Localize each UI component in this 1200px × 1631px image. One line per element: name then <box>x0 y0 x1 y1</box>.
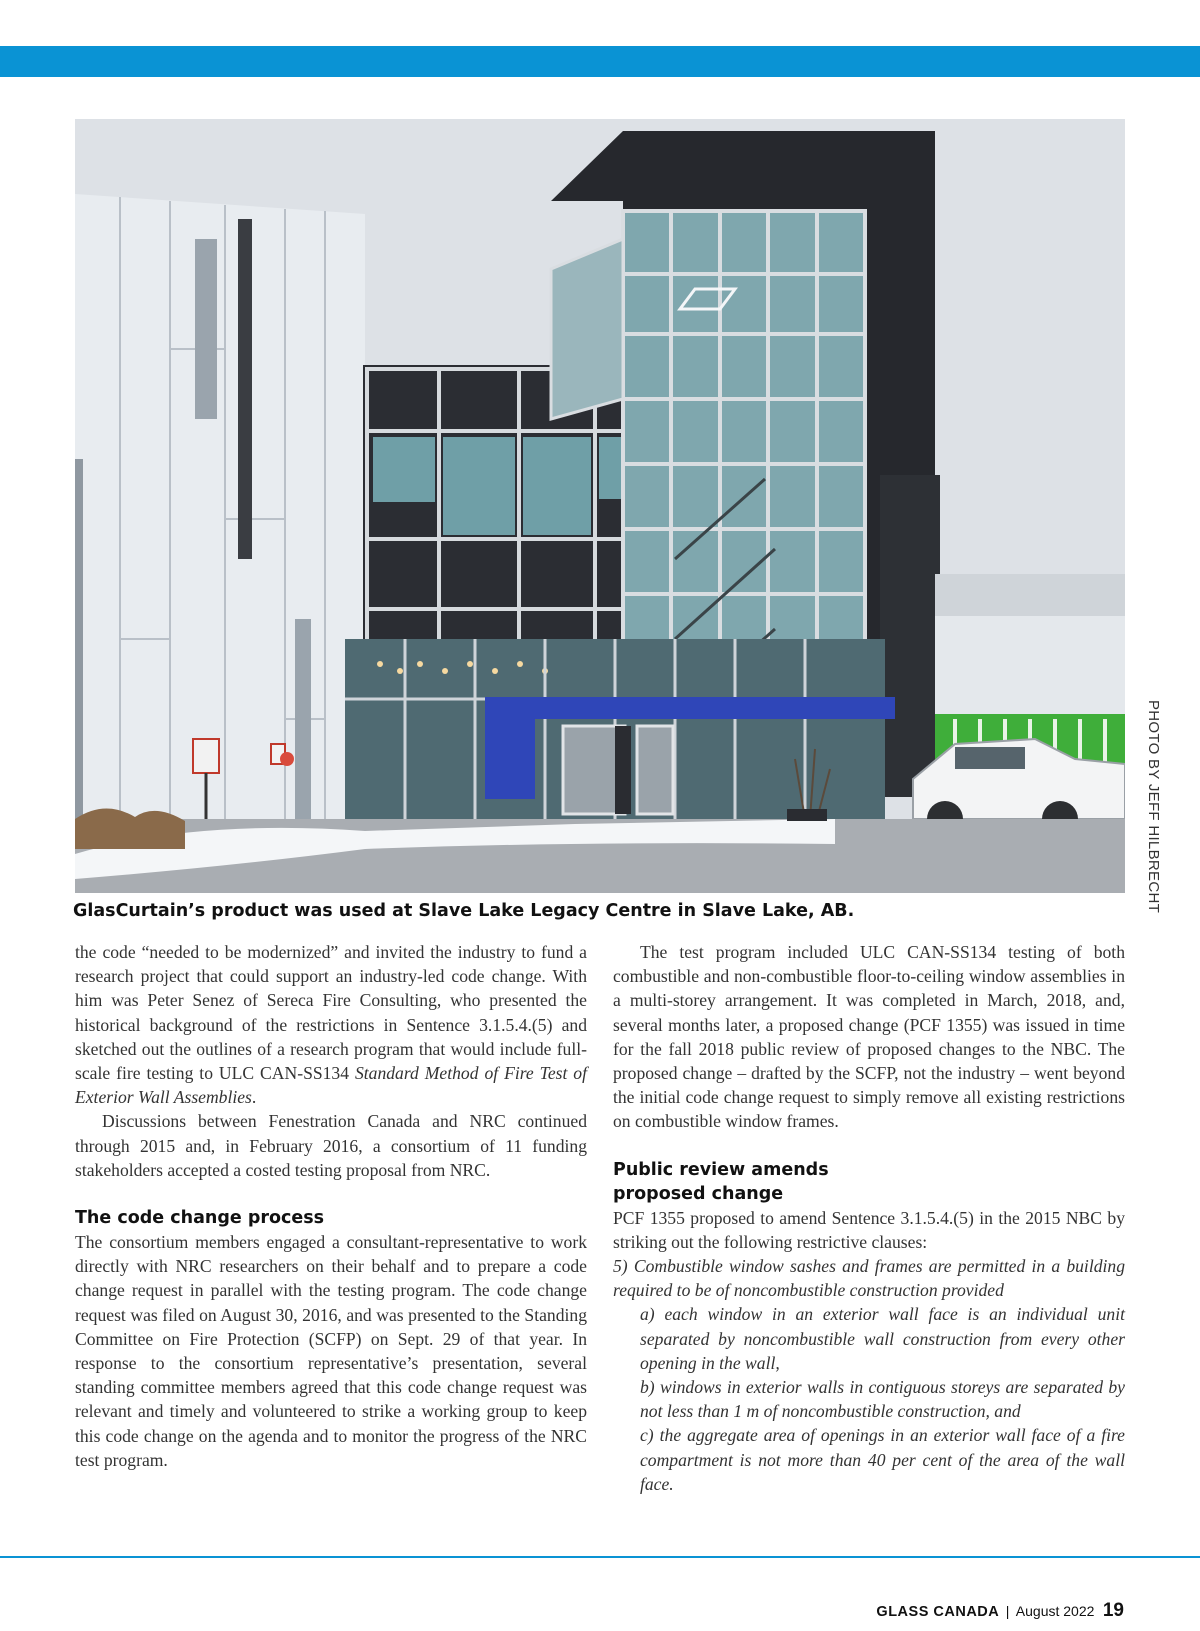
photo-caption: GlasCurtain’s product was used at Slave Lake Legacy Centre in Slave Lake, AB. <box>73 901 855 921</box>
code-clause-a: a) each window in an exterior wall face is an individual unit separated by noncombustible wall construction from every other opening in the wall, <box>640 1304 1125 1373</box>
page-footer <box>876 1600 1124 1622</box>
paragraph: PCF 1355 proposed to amend Sentence 3.1.5.4.(5) in the 2015 NBC by striking out the following restrictive clauses: <box>613 1207 1125 1252</box>
paragraph-text: the code “needed to be modernized” and invited the industry to fund a research project that could support an industry-led code change. With him was Peter Senez of Sereca Fire Consulting, who presented the historical background of the restrictions in Sentence 3.1.5.4.(5) and sketched out the outlines of a research program that would include full-scale fire testing to ULC CAN-SS134 <box>75 942 587 1084</box>
section-heading: The code change process <box>75 1208 325 1229</box>
slave-lake-legacy-centre-illustration <box>75 119 1125 893</box>
right-column <box>613 940 1125 1496</box>
footer-rule <box>0 1556 1200 1558</box>
spacer <box>613 1134 1125 1158</box>
paragraph: Discussions between Fenestration Canada and NRC continued through 2015 and, in February 2016, a consortium of 11 funding stakeholders accepted a costed testing proposal from NRC. <box>75 1111 587 1180</box>
section-heading <box>613 1158 1125 1206</box>
spacer <box>75 1182 587 1206</box>
photo-credit-text: PHOTO BY JEFF HILBRECHT <box>1145 700 1162 914</box>
paragraph-end: . <box>251 1087 257 1108</box>
code-clause-c: c) the aggregate area of openings in an exterior wall face of a fire compartment is not more than 40 per cent of the area of the wall face. <box>640 1425 1125 1494</box>
code-clause-b: b) windows in exterior walls in contiguous storeys are separated by not less than 1 m of noncombustible construction, and <box>640 1377 1125 1422</box>
standard-title: Standard Method of Fire Test of Exterior Wall Assemblies <box>75 1063 587 1108</box>
paragraph: The test program included ULC CAN-SS134 testing of both combustible and non-combustible floor-to-ceiling window assemblies in a multi-storey arrangement. It was completed in March, 2018, and, several months later, a proposed change (PCF 1355) was issued in time for the fall 2018 public review of proposed changes to the NBC. The proposed change – drafted by the SCFP, not the industry – went beyond the initial code change request to simply remove all existing restrictions on combustible window frames. <box>613 942 1125 1132</box>
footer-separator: | <box>1005 1603 1010 1619</box>
left-column <box>75 940 587 1472</box>
paragraph <box>75 940 587 1109</box>
top-accent-bar <box>0 46 1200 77</box>
issue-date: August 2022 <box>1015 1603 1095 1619</box>
code-clause-intro: 5) Combustible window sashes and frames are permitted in a building required to be of noncombustible construction provided <box>613 1256 1125 1301</box>
page-number: 19 <box>1102 1600 1124 1621</box>
section-heading-line: proposed change <box>613 1183 784 1204</box>
building-photo <box>75 119 1125 893</box>
section-heading-line: Public review amends <box>613 1159 829 1180</box>
photo-credit <box>1140 700 1170 914</box>
magazine-name: GLASS CANADA <box>876 1604 1000 1620</box>
paragraph: The consortium members engaged a consultant-representative to work directly with NRC researchers on their behalf and to prepare a code change request in parallel with the testing program. The code change request was filed on August 30, 2016, and was presented to the Standing Committee on Fire Protection (SCFP) on Sept. 29 of that year. In response to the consortium representative’s presentation, several standing committee members agreed that this code change request was relevant and timely and volunteered to strike a working group to keep this code change on the agenda and to monitor the progress of the NRC test program. <box>75 1232 587 1470</box>
